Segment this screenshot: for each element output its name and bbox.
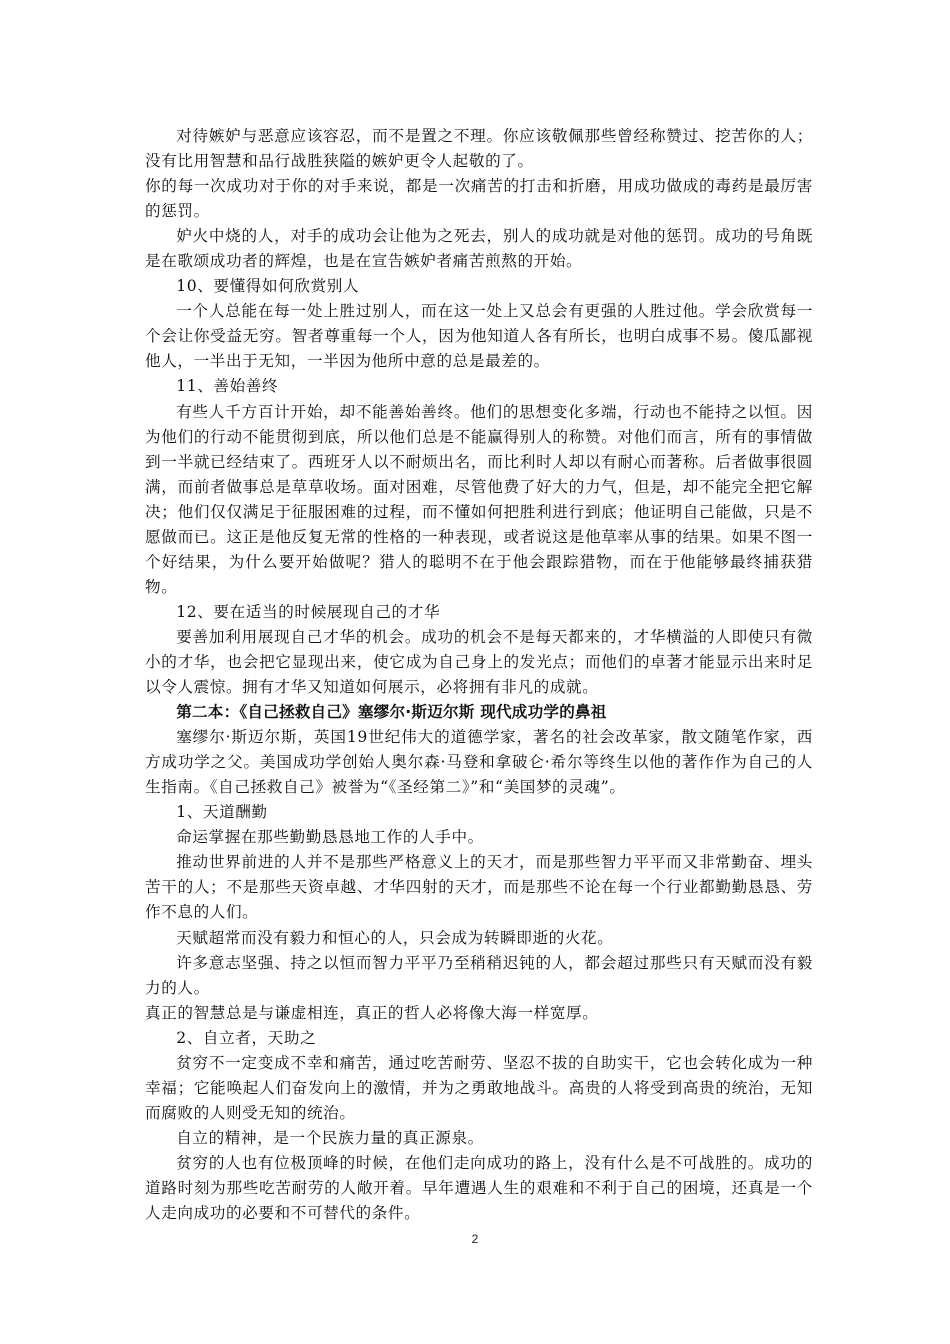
body-text (145, 124, 813, 1226)
paragraph: 贫穷的人也有位极顶峰的时候，在他们走向成功的路上，没有什么是不可战胜的。成功的道路时刻为那些吃苦耐劳的人敞开着。早年遭遇人生的艰难和不利于自己的困境，还真是一个人走向成功的必要和不可替代的条件。 (145, 1153, 813, 1223)
paragraph: 许多意志坚强、持之以恒而智力平平乃至稍稍迟钝的人，都会超过那些只有天赋而没有毅力的人。 (145, 953, 813, 997)
paragraph: 一个人总能在每一处上胜过别人，而在这一处上又总会有更强的人胜过他。学会欣赏每一个会让你受益无穷。智者尊重每一个人，因为他知道人各有所长，也明白成事不易。傻瓜鄙视他人，一半出于无知，一半因为他所中意的总是最差的。 (145, 302, 813, 371)
paragraph: 对待嫉妒与恶意应该容忍，而不是置之不理。你应该敬佩那些曾经称赞过、挖苦你的人；没有比用智慧和品行战胜狭隘的嫉妒更令人起敬的了。 (145, 127, 813, 171)
paragraph: 贫穷不一定变成不幸和痛苦，通过吃苦耐劳、坚忍不拔的自助实干，它也会转化成为一种幸福；它能唤起人们奋发向上的激情，并为之勇敢地战斗。高贵的人将受到高贵的统治，无知而腐败的人则受无知的统治。 (145, 1053, 813, 1122)
paragraph: 推动世界前进的人并不是那些严格意义上的天才，而是那些智力平平而又非常勤奋、埋头苦干的人；不是那些天资卓越、才华四射的天才，而是那些不论在每一个行业都勤勤恳恳、劳作不息的人们。 (145, 853, 813, 922)
paragraph: 自立的精神，是一个民族力量的真正源泉。 (176, 1128, 484, 1147)
paragraph: 命运掌握在那些勤勤恳恳地工作的人手中。 (176, 828, 484, 847)
paragraph: 有些人千方百计开始，却不能善始善终。他们的思想变化多端，行动也不能持之以恒。因为他们的行动不能贯彻到底，所以他们总是不能赢得别人的称赞。对他们而言，所有的事情做到一半就已经结束了。西班牙人以不耐烦出名，而比利时人却以有耐心而著称。后者做事很圆满，而前者做事总是草草收场。面对困难，尽管他费了好大的力气，但是，却不能完全把它解决；他们仅仅满足于征服困难的过程，而不懂如何把胜利进行到底；他证明自己能做，只是不愿做而已。这正是他反复无常的性格的一种表现，或者说这是他草率从事的结果。如果不图一个好结果，为什么要开始做呢？猎人的聪明不在于他会跟踪猎物，而在于他能够最终捕获猎物。 (145, 402, 813, 596)
paragraph: 你的每一次成功对于你的对手来说，都是一次痛苦的打击和折磨，用成功做成的毒药是最厉害的惩罚。 (145, 177, 813, 221)
subsection-heading: 2、自立者，天助之 (176, 1028, 317, 1047)
subsection-heading: 1、天道酬勤 (176, 803, 268, 822)
paragraph: 要善加利用展现自己才华的机会。成功的机会不是每天都来的，才华横溢的人即使只有微小的才华，也会把它显现出来，使它成为自己身上的发光点；而他们的卓著才能显示出来时足以令人震惊。拥有才华又知道如何展示，必将拥有非凡的成就。 (145, 627, 813, 697)
paragraph: 塞缪尔·斯迈尔斯，英国19世纪伟大的道德学家，著名的社会改革家，散文随笔作家，西方成功学之父。美国成功学创始人奥尔森·马登和拿破仑·希尔等终生以他的著作作为自己的人生指南。《自己拯救自己》被誉为“《圣经第二》”和“美国梦的灵魂”。 (145, 728, 813, 797)
subsection-heading: 10、要懂得如何欣赏别人 (176, 277, 360, 296)
section-title: 第二本：《自己拯救自己》塞缪尔·斯迈尔斯 现代成功学的鼻祖 (176, 703, 607, 722)
paragraph: 妒火中烧的人，对手的成功会让他为之死去，别人的成功就是对他的惩罚。成功的号角既是在歌颂成功者的辉煌，也是在宣告嫉妒者痛苦煎熬的开始。 (145, 227, 813, 271)
subsection-heading: 12、要在适当的时候展现自己的才华 (176, 602, 441, 621)
paragraph: 天赋超常而没有毅力和恒心的人，只会成为转瞬即逝的火花。 (176, 928, 614, 947)
page-number: 2 (471, 1232, 479, 1246)
paragraph: 真正的智慧总是与谦虚相连，真正的哲人必将像大海一样宽厚。 (145, 1003, 599, 1022)
subsection-heading: 11、善始善终 (176, 377, 279, 396)
